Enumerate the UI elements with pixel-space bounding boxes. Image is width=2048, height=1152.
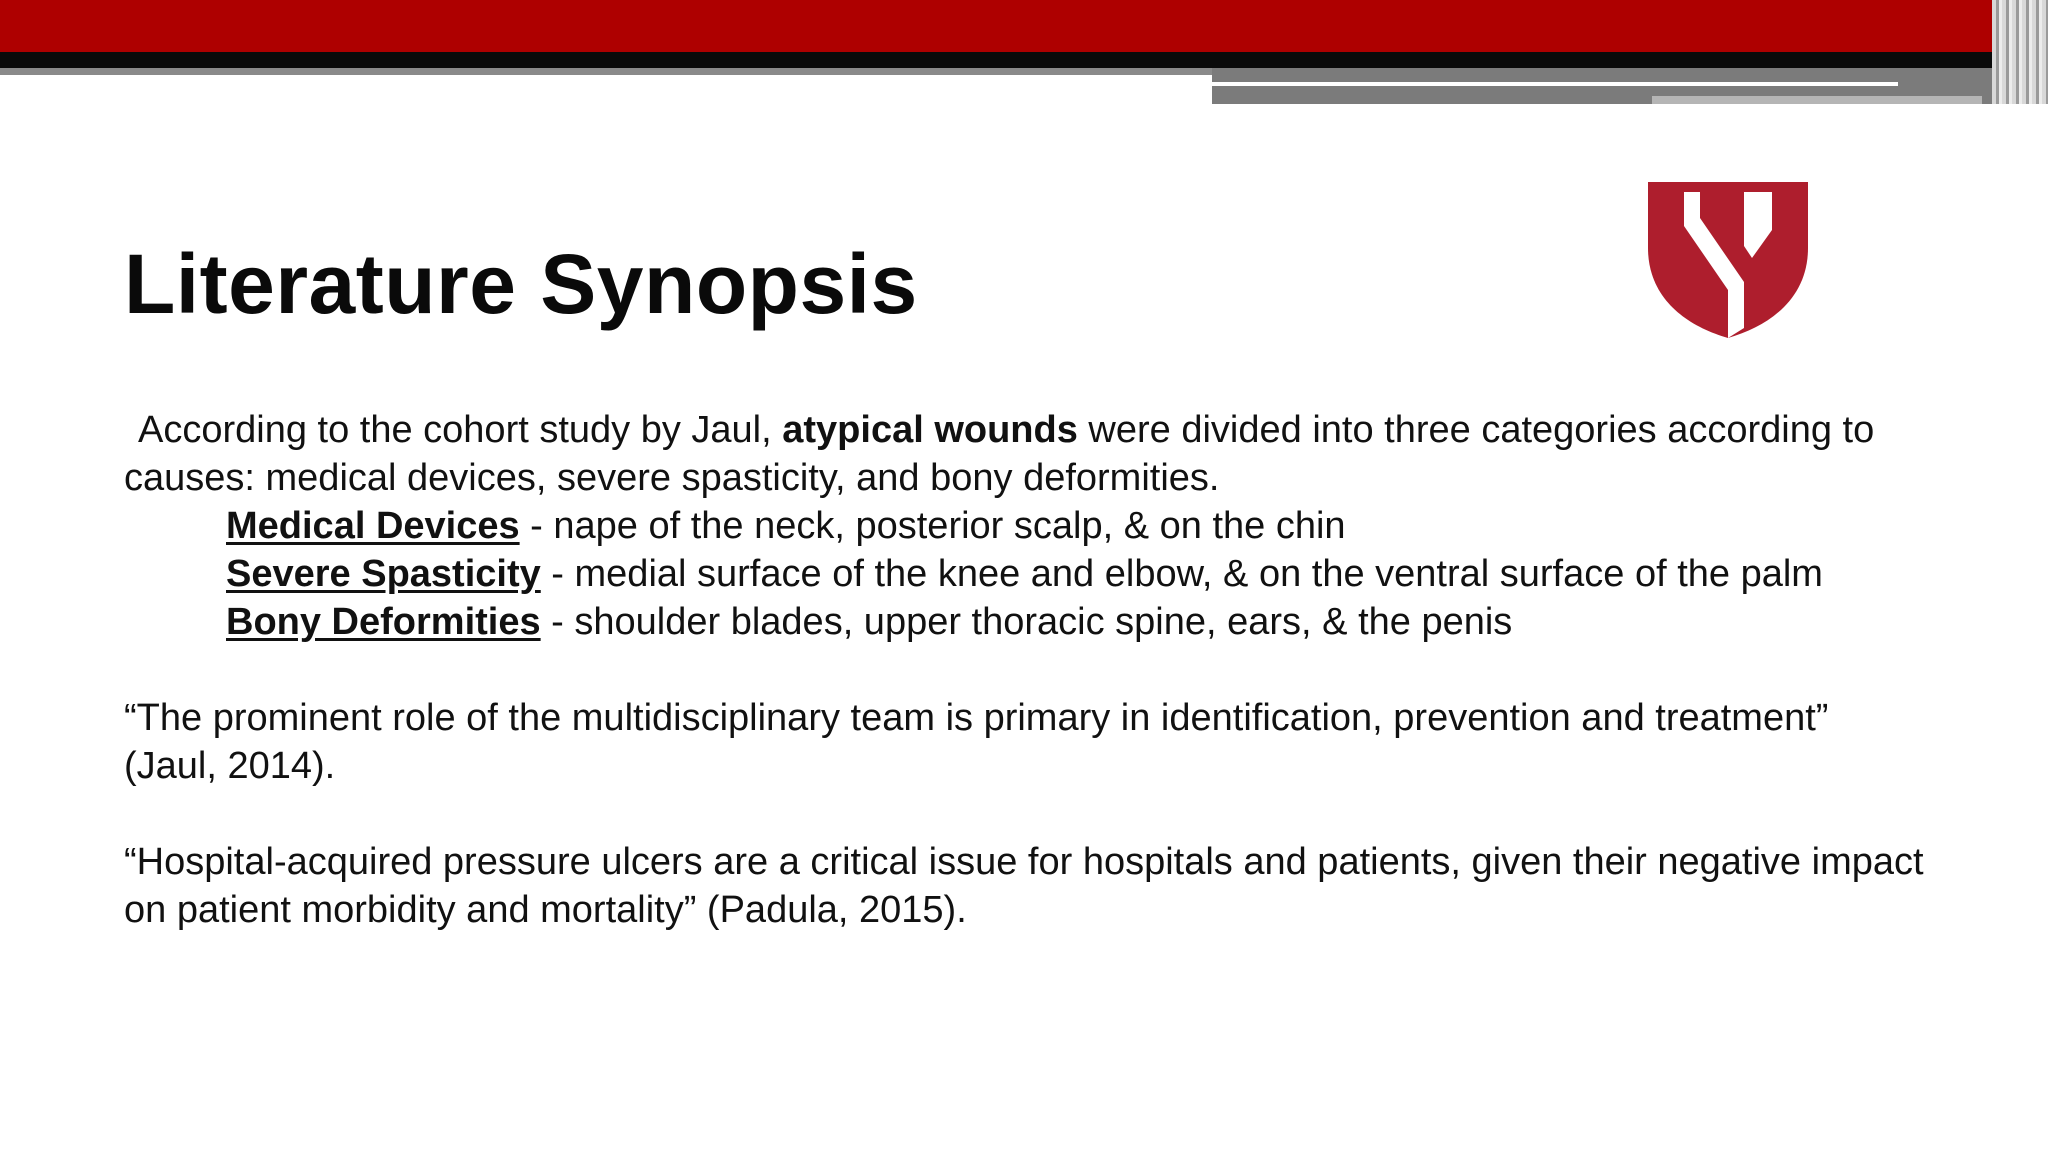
- header-gray-line: [0, 68, 1212, 75]
- quote-paragraph: “Hospital-acquired pressure ulcers are a critical issue for hospitals and patients, given their negative impact on patient morbidity and mortality” (Padula, 2015).: [124, 841, 1924, 931]
- quote-paragraph: “The prominent role of the multidisciplinary team is primary in identification, prevention and treatment” (Jaul, 2014).: [124, 697, 1829, 787]
- intro-text-end: were divided into three categories according to causes: medical devices, severe spasticity, and bony deformities.: [124, 409, 1875, 499]
- slide-body: [124, 406, 1924, 934]
- slide-title: Literature Synopsis: [124, 237, 918, 331]
- category-item: [124, 502, 1924, 550]
- category-item: [124, 550, 1924, 598]
- intro-paragraph: [124, 406, 1924, 502]
- category-description: - shoulder blades, upper thoracic spine, ears, & the penis: [540, 601, 1513, 643]
- category-description: - medial surface of the knee and elbow, & on the ventral surface of the palm: [540, 553, 1823, 595]
- spacer: [124, 646, 1924, 694]
- university-shield-logo: [1640, 178, 1816, 342]
- header-stripes: [1992, 0, 2048, 104]
- category-description: - nape of the neck, posterior scalp, & on the chin: [519, 505, 1346, 547]
- intro-text-start: According to the cohort study by Jaul,: [138, 409, 783, 451]
- header-red-band: [0, 0, 2048, 52]
- header-accent-line-lower: [1652, 96, 1982, 104]
- category-label: Bony Deformities: [226, 601, 541, 643]
- category-item: [124, 598, 1924, 646]
- header-accent-line: [1212, 82, 1898, 86]
- header-black-band: [0, 52, 2048, 68]
- category-label: Medical Devices: [226, 505, 520, 547]
- intro-bold-term: atypical wounds: [782, 409, 1078, 451]
- category-label: Severe Spasticity: [226, 553, 541, 595]
- spacer: [124, 790, 1924, 838]
